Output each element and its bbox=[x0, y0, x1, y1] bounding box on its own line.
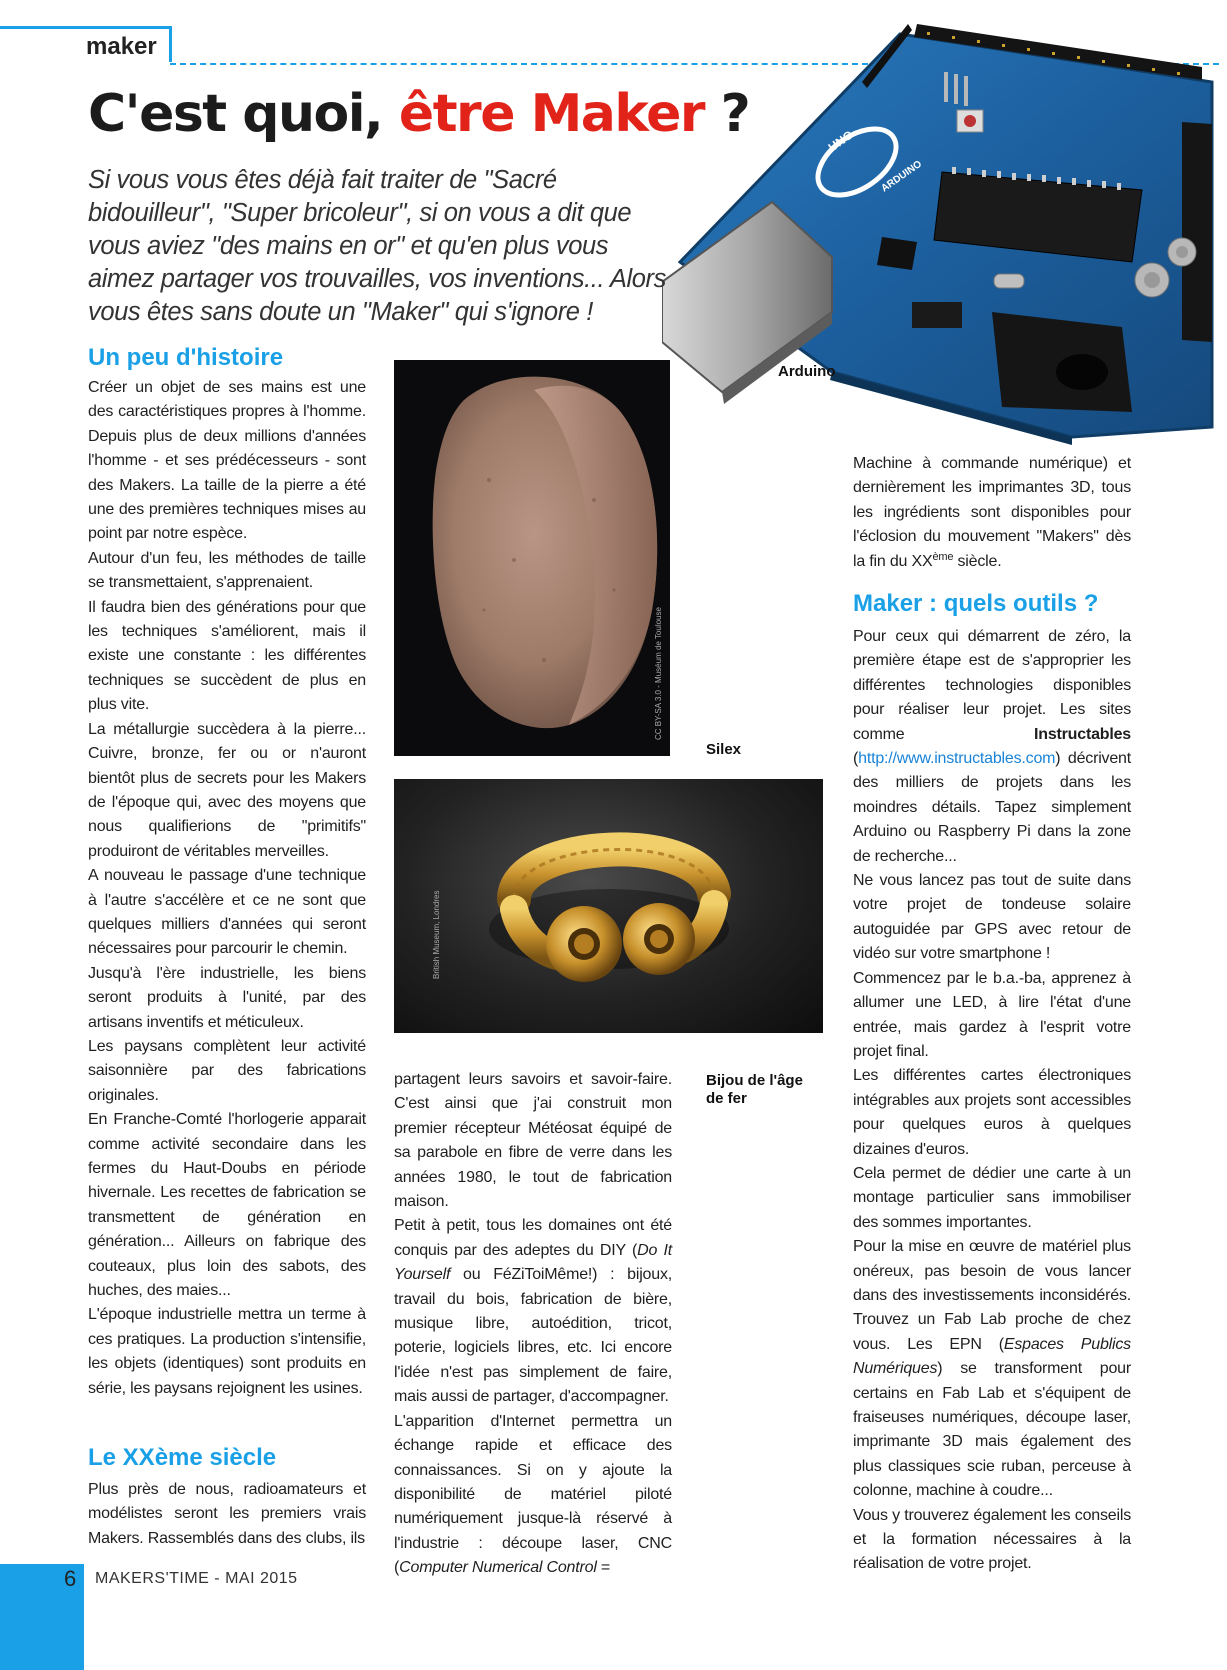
histoire-p2: Autour d'un feu, les méthodes de taille se transmettaient, s'apprenaient. bbox=[88, 549, 366, 592]
outils-p3: Commencez par le b.a.-ba, apprenez à allumer une LED, à lire l'état d'une entrée, mais gardez à l'esprit votre projet final. bbox=[853, 969, 1131, 1060]
histoire-p1: Créer un objet de ses mains est une des caractéristiques propres à l'homme. Depuis plus de deux millions d'années l'homme - et ses prédécesseurs - sont des Makers. La taille de la pierre a été une des premières techniques mises au point par notre espèce. bbox=[88, 379, 366, 543]
section-label: maker bbox=[86, 33, 157, 60]
board-uno-label: UNO bbox=[825, 127, 856, 155]
torc-photo bbox=[394, 779, 823, 1033]
histoire-p7: Les paysans complètent leur activité saisonnière par des fabrications originales. bbox=[88, 1037, 366, 1104]
histoire-text bbox=[88, 376, 366, 1401]
histoire-p4: La métallurgie succèdera à la pierre... Cuivre, bronze, fer ou or n'auront bientôt plus de secrets pour les Makers de l'époque qui, avec des moyens que nous qualifierions de "primitifs" produiront de véritables merveilles. bbox=[88, 720, 366, 860]
column-3-intro: Machine à commande numérique) et dernièrement les imprimantes 3D, tous les ingrédients sont disponibles pour l'éclosion du mouvement "Makers" dès la fin du XXème siècle. bbox=[853, 455, 1131, 570]
outils-text bbox=[853, 625, 1131, 1577]
gold-torc-image bbox=[394, 779, 823, 1033]
histoire-p3: Il faudra bien des générations pour que les techniques s'améliorent, mais il existe une constante : les différentes techniques se succèdent de plus en plus vite. bbox=[88, 598, 366, 714]
heading-histoire: Un peu d'histoire bbox=[88, 344, 284, 371]
lead-paragraph: Si vous vous êtes déjà fait traiter de "Sacré bidouilleur", "Super bricoleur", si on vous a dit que vous aviez "des mains en or" et qu'en plus vous aimez partager vos trouvailles, vos inventions... Alors vous êtes sans doute un "Maker" qui s'ignore ! bbox=[88, 166, 666, 326]
histoire-p5: A nouveau le passage d'une technique à l'autre s'accélère et ce ne sont que quelques milliers d'années qui seront nécessaires pour parcourir le chemin. bbox=[88, 867, 366, 958]
histoire-p9: L'époque industrielle mettra un terme à ces pratiques. La production s'intensifie, les objets (identiques) sont produits en série, les paysans rejoignent les usines. bbox=[88, 1306, 366, 1397]
outils-p4: Les différentes cartes électroniques intégrables aux projets sont accessibles pour quelques euros à quelques dizaines d'euros. bbox=[853, 1067, 1131, 1158]
page-number: 6 bbox=[64, 1566, 77, 1591]
col2-p2: Petit à petit, tous les domaines ont été conquis par des adeptes du DIY (Do It Yourself ou FéZiToiMême!) : bijoux, travail du bois, fabrication de bière, musique libre, autoédition, tricot, poterie, logiciels libres, etc. Ici encore l'idée n'est pas simplement de faire, mais aussi de partager, d'accompagner. bbox=[394, 1217, 672, 1406]
heading-outils: Maker : quels outils ? bbox=[853, 590, 1099, 617]
col2-p3: L'apparition d'Internet permettra un échange rapide et efficace des connaissances. Si on y ajoute la disponibilité de matériel piloté numériquement jusque-là réservé à l'industrie : découpe laser, CNC (Computer Numerical Control = bbox=[394, 1412, 672, 1577]
arduino-caption: Arduino bbox=[778, 363, 836, 380]
col2-p1: partagent leurs savoirs et savoir-faire. C'est ainsi que j'ai construit mon premier récepteur Météosat équipé de sa parabole en fibre de verre dans les années 1980, le tout de fabrication maison. bbox=[394, 1071, 672, 1211]
heading-xx-siecle: Le XXème siècle bbox=[88, 1444, 277, 1471]
page-title: C'est quoi, être Maker ? bbox=[88, 84, 750, 144]
silex-photo bbox=[394, 360, 670, 756]
outils-p7: Vous y trouverez également les conseils et la formation nécessaires à la réalisation de votre projet. bbox=[853, 1506, 1131, 1573]
board-brand-label: ARDUINO bbox=[879, 158, 924, 195]
histoire-p6: Jusqu'à l'ère industrielle, les biens seront produits à l'unité, par des artisans inventifs et méticuleux. bbox=[88, 964, 366, 1031]
footer-magazine: MAKERS'TIME - MAI 2015 bbox=[95, 1570, 298, 1587]
torc-credit: British Museum, Londres bbox=[432, 890, 441, 979]
column-2-text bbox=[394, 1068, 672, 1581]
flint-stone-image bbox=[394, 360, 670, 756]
title-highlight: être Maker bbox=[398, 84, 704, 144]
section-tab bbox=[0, 26, 172, 62]
torc-caption: Bijou de l'âge de fer bbox=[706, 1072, 803, 1107]
outils-p1: Pour ceux qui démarrent de zéro, la première étape est de s'approprier les différentes technologies disponibles pour réaliser leur projet. Les sites comme Instructables (http://www.instructables.com) décrivent des milliers de projets dans les moindres détails. Tapez simplement Arduino ou Raspberry Pi dans la zone de recherche... bbox=[853, 628, 1131, 865]
outils-p5: Cela permet de dédier une carte à un montage particulier sans immobiliser des sommes importantes. bbox=[853, 1164, 1131, 1231]
outils-p6: Pour la mise en œuvre de matériel plus onéreux, pas besoin de vous lancer dans des investissements inconsidérés. Trouvez un Fab Lab proche de chez vous. Les EPN (Espaces Publics Numériques) se transforment pour certains en Fab Lab et s'équipent de fraiseuses numériques, découpe laser, imprimante 3D mais également des plus classiques scie ruban, perceuse à colonne, machine à coudre... bbox=[853, 1238, 1131, 1500]
xx-text: Plus près de nous, radioamateurs et modélistes seront les premiers vrais Makers. Rassemblés dans des clubs, ils bbox=[88, 1481, 366, 1547]
silex-credit: CC BY-SA 3.0 - Muséum de Toulouse bbox=[654, 607, 663, 740]
arduino-board-image bbox=[662, 12, 1217, 445]
instructables-link[interactable]: http://www.instructables.com bbox=[858, 750, 1056, 768]
histoire-p8: En Franche-Comté l'horlogerie apparait comme activité secondaire dans les fermes du Haut-Doubs en période hivernale. Les recettes de fabrication se transmettent de génération en génération... Ailleurs on fabrique des couteaux, plus loin des sabots, des huches, des maies... bbox=[88, 1111, 366, 1300]
outils-p2: Ne vous lancez pas tout de suite dans votre projet de tondeuse solaire autoguidée par GPS avec retour de vidéo sur votre smartphone ! bbox=[853, 872, 1131, 963]
silex-caption: Silex bbox=[706, 741, 742, 758]
